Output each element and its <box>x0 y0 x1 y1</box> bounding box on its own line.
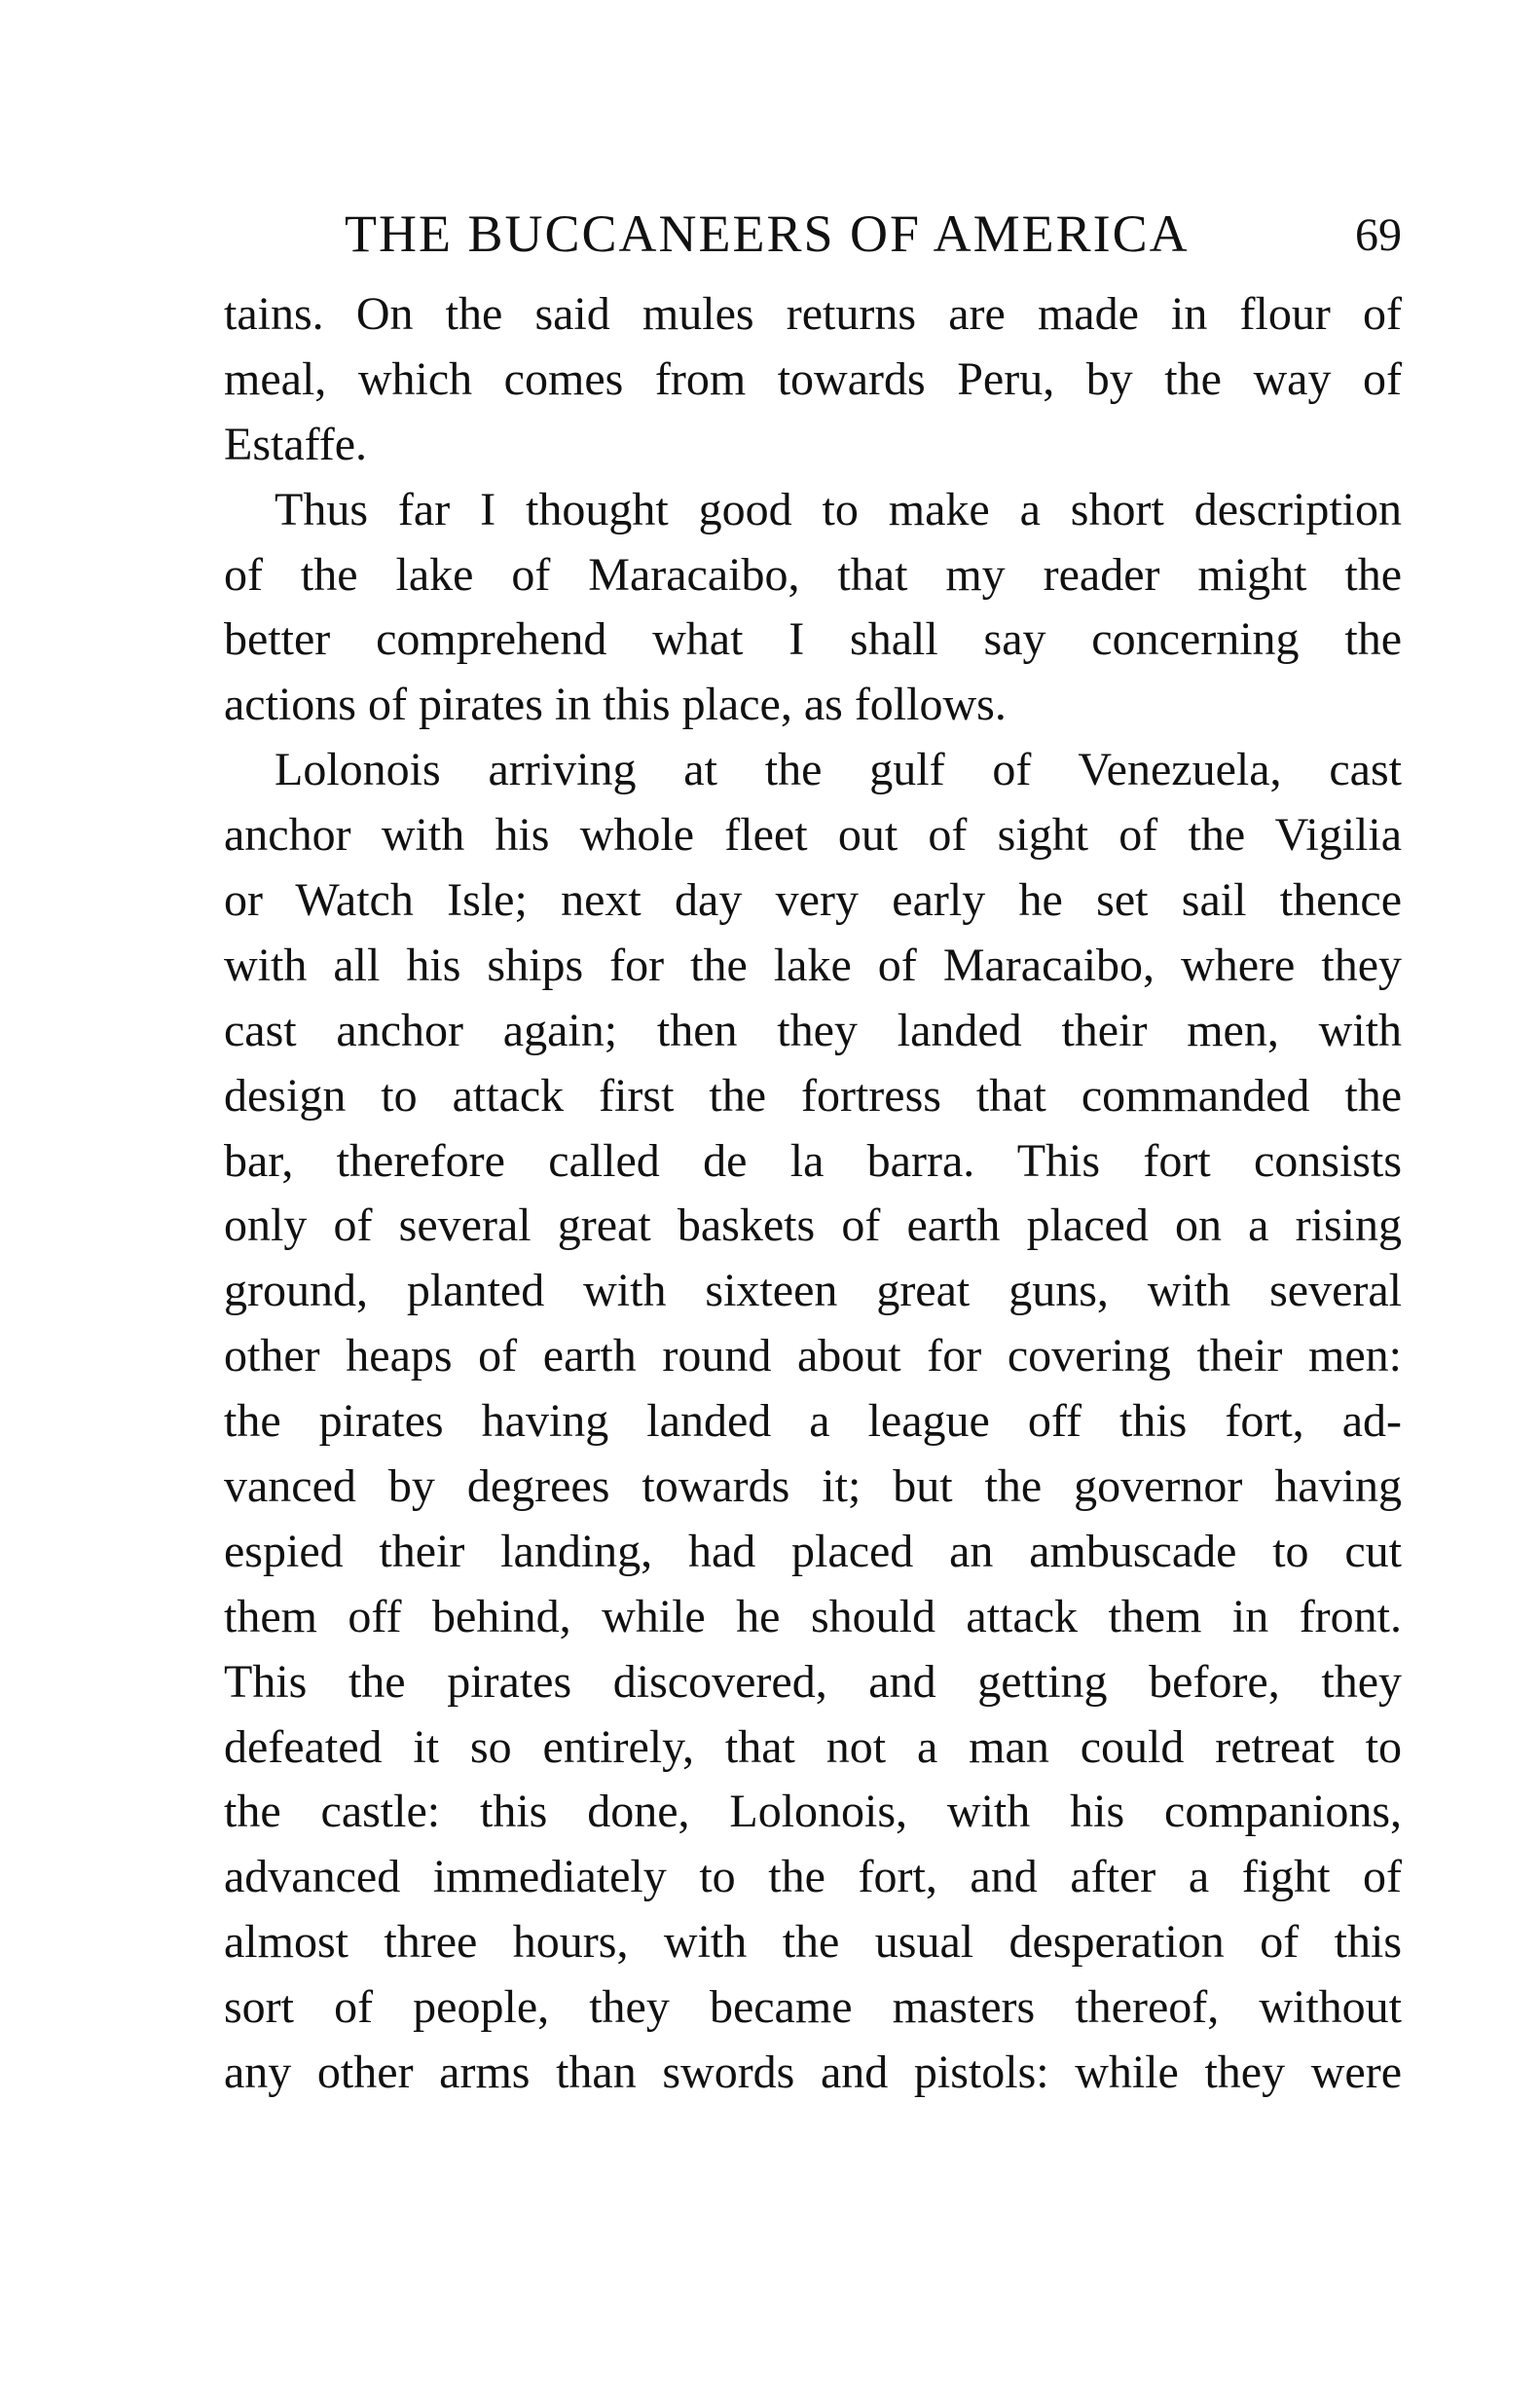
text-line: actions of pirates in this place, as follows. <box>224 679 1007 731</box>
text-line: any other arms than swords and pistols: while they were <box>224 2046 1402 2099</box>
text-line: of the lake of Maracaibo, that my reader might the <box>224 548 1402 601</box>
text-line: the castle: this done, Lolonois, with his companions, <box>224 1786 1402 1838</box>
text-line: other heaps of earth round about for covering their men: <box>224 1330 1402 1382</box>
text-line: Estaffe. <box>224 418 368 470</box>
text-line: anchor with his whole fleet out of sight of the Vigilia <box>224 809 1402 862</box>
text-line: or Watch Isle; next day very early he set sail thence <box>224 874 1402 927</box>
text-line: vanced by degrees towards it; but the governor having <box>224 1460 1402 1513</box>
running-head <box>224 203 1402 271</box>
text-line: only of several great baskets of earth placed on a rising <box>224 1199 1402 1252</box>
text-line: meal, which comes from towards Peru, by the way of <box>224 352 1402 405</box>
text-line: bar, therefore called de la barra. This fort consists <box>224 1134 1402 1187</box>
text-line: design to attack first the fortress that commanded the <box>224 1069 1402 1122</box>
page-number: 69 <box>1355 209 1402 261</box>
text-line: the pirates having landed a league off this fort, ad- <box>224 1395 1402 1448</box>
text-line: espied their landing, had placed an ambuscade to cut <box>224 1525 1402 1577</box>
text-line: almost three hours, with the usual desperation of this <box>224 1916 1402 1969</box>
body-text <box>224 282 1402 2106</box>
text-line: cast anchor again; then they landed their men, with <box>224 1004 1402 1056</box>
text-line: tains. On the said mules returns are made in flour of <box>224 288 1402 340</box>
text-line: better comprehend what I shall say concerning the <box>224 613 1402 666</box>
text-line: with all his ships for the lake of Maracaibo, where they <box>224 939 1402 991</box>
text-line: Thus far I thought good to make a short description <box>275 483 1402 535</box>
text-line: Lolonois arriving at the gulf of Venezuela, cast <box>275 744 1402 796</box>
text-line: ground, planted with sixteen great guns, with several <box>224 1265 1402 1317</box>
text-line: them off behind, while he should attack them in front. <box>224 1590 1402 1642</box>
running-title: THE BUCCANEERS OF AMERICA <box>345 204 1190 263</box>
text-line: advanced immediately to the fort, and after a fight of <box>224 1851 1402 1903</box>
text-line: sort of people, they became masters thereof, without <box>224 1981 1402 2034</box>
text-line: This the pirates discovered, and getting before, they <box>224 1655 1402 1708</box>
text-line: defeated it so entirely, that not a man could retreat to <box>224 1720 1402 1773</box>
